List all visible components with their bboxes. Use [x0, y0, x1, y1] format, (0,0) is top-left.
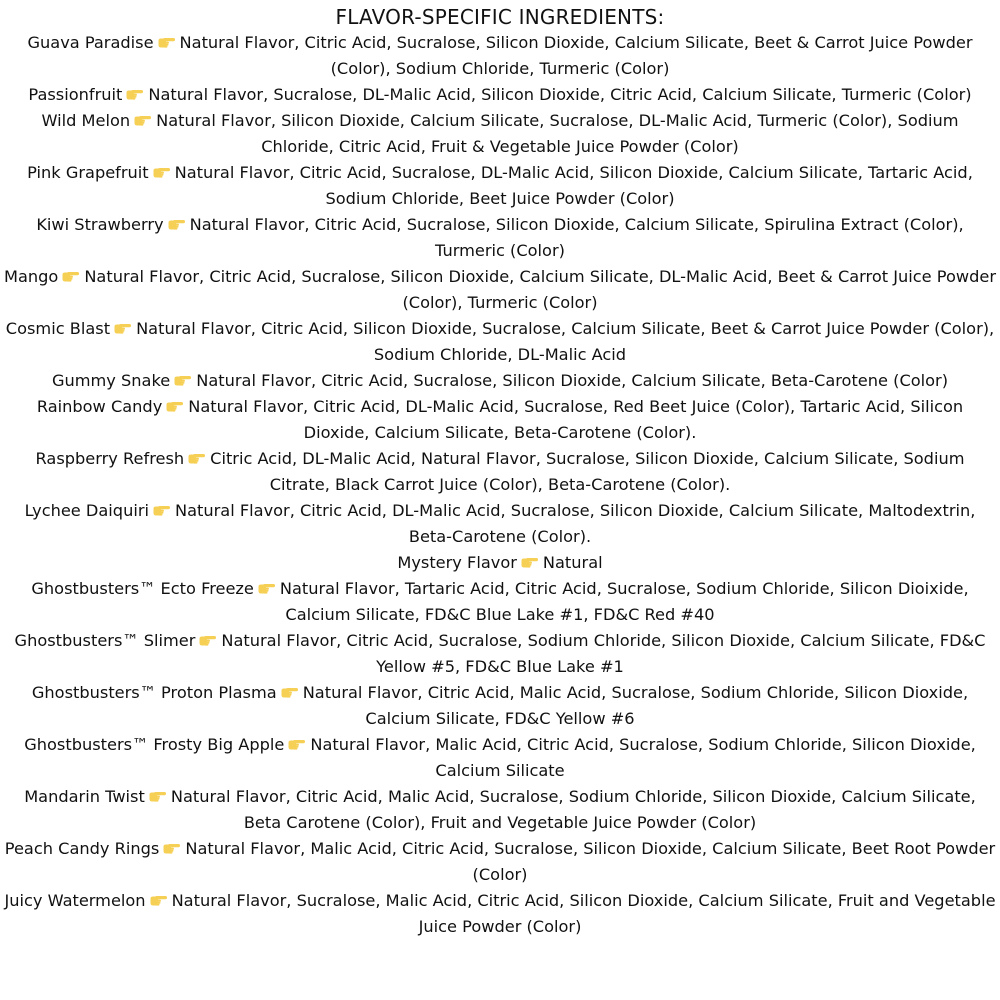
flavor-name: Gummy Snake	[51, 371, 171, 390]
flavor-name: Mandarin Twist	[24, 787, 145, 806]
pointing-right-hand-icon	[61, 269, 80, 283]
flavor-name: Kiwi Strawberry	[36, 215, 164, 234]
pointing-right-hand-icon	[257, 581, 276, 595]
pointing-right-hand-icon	[162, 841, 181, 855]
pointing-right-hand-icon	[165, 399, 184, 413]
flavor-entry	[0, 368, 1000, 394]
flavor-name: Pink Grapefruit	[27, 163, 149, 182]
flavor-name: Mango	[4, 267, 59, 286]
flavor-name: Rainbow Candy	[36, 397, 163, 416]
flavor-entry	[0, 550, 1000, 576]
flavor-name: Lychee Daiquiri	[24, 501, 149, 520]
flavor-entry	[0, 212, 1000, 264]
flavor-entry	[0, 394, 1000, 446]
pointing-right-hand-icon	[125, 87, 144, 101]
flavor-entry	[0, 82, 1000, 108]
pointing-right-hand-icon	[113, 321, 132, 335]
pointing-right-hand-icon	[198, 633, 217, 647]
flavor-ingredients: Natural Flavor, Citric Acid, Sucralose, Sodium Chloride, Silicon Dioxide, Calcium Silicate, FD&C Yellow #5, FD&C Blue Lake #1	[221, 631, 986, 676]
pointing-right-hand-icon	[152, 165, 171, 179]
flavor-name: Cosmic Blast	[5, 319, 111, 338]
flavor-name: Passionfruit	[28, 85, 123, 104]
flavor-ingredients: Natural Flavor, Citric Acid, Sucralose, Silicon Dioxide, Calcium Silicate, Spirulina Extract (Color), Turmeric (Color)	[189, 215, 964, 260]
pointing-right-hand-icon	[149, 893, 168, 907]
flavor-ingredients: Natural Flavor, Citric Acid, Sucralose, Silicon Dioxide, Calcium Silicate, Beet & Carrot Juice Powder (Color), Sodium Chloride, Turmeric (Color)	[179, 33, 973, 78]
flavor-name: Ghostbusters™ Frosty Big Apple	[24, 735, 285, 754]
pointing-right-hand-icon	[133, 113, 152, 127]
flavor-name: Peach Candy Rings	[4, 839, 160, 858]
flavor-name: Guava Paradise	[27, 33, 154, 52]
pointing-right-hand-icon	[167, 217, 186, 231]
flavor-entry	[0, 888, 1000, 940]
pointing-right-hand-icon	[148, 789, 167, 803]
flavor-ingredients: Natural Flavor, Citric Acid, Malic Acid, Sucralose, Sodium Chloride, Silicon Dioxide, Calcium Silicate, Beta Carotene (Color), Fruit and Vegetable Juice Powder (Color)	[170, 787, 976, 832]
flavor-ingredients: Natural Flavor, Citric Acid, Silicon Dioxide, Sucralose, Calcium Silicate, Beet & Carrot Juice Powder (Color), Sodium Chloride, DL-Malic Acid	[136, 319, 995, 364]
flavor-ingredients: Natural Flavor, Citric Acid, Malic Acid, Sucralose, Sodium Chloride, Silicon Dioxide, Calcium Silicate, FD&C Yellow #6	[302, 683, 969, 728]
flavor-name: Wild Melon	[41, 111, 131, 130]
flavor-entry	[0, 628, 1000, 680]
flavor-name: Juicy Watermelon	[4, 891, 146, 910]
pointing-right-hand-icon	[152, 503, 171, 517]
flavor-entry	[0, 316, 1000, 368]
flavor-ingredients: Natural Flavor, Tartaric Acid, Citric Acid, Sucralose, Sodium Chloride, Silicon Dioixide, Calcium Silicate, FD&C Blue Lake #1, FD&C Red #40	[279, 579, 969, 624]
flavor-entry	[0, 836, 1000, 888]
flavor-entry	[0, 108, 1000, 160]
flavor-ingredients: Natural Flavor, Citric Acid, Sucralose, Silicon Dioxide, Calcium Silicate, DL-Malic Acid, Beet & Carrot Juice Powder (Color), Turmeric (Color)	[84, 267, 996, 312]
flavor-name: Ghostbusters™ Proton Plasma	[31, 683, 277, 702]
flavor-ingredients: Natural Flavor, Silicon Dioxide, Calcium Silicate, Sucralose, DL-Malic Acid, Turmeric (Color), Sodium Chloride, Citric Acid, Fruit & Vegetable Juice Powder (Color)	[156, 111, 959, 156]
flavor-ingredients: Natural Flavor, Malic Acid, Citric Acid, Sucralose, Silicon Dioxide, Calcium Silicate, Beet Root Powder (Color)	[185, 839, 996, 884]
flavor-ingredients: Natural Flavor, Citric Acid, DL-Malic Acid, Sucralose, Silicon Dioxide, Calcium Silicate, Maltodextrin, Beta-Carotene (Color).	[174, 501, 976, 546]
pointing-right-hand-icon	[187, 451, 206, 465]
flavor-entry	[0, 446, 1000, 498]
flavor-name: Ghostbusters™ Slimer	[14, 631, 196, 650]
flavor-entry	[0, 784, 1000, 836]
flavor-entry	[0, 498, 1000, 550]
flavor-ingredients: Natural Flavor, Citric Acid, DL-Malic Acid, Sucralose, Red Beet Juice (Color), Tartaric Acid, Silicon Dioxide, Calcium Silicate, Beta-Carotene (Color).	[188, 397, 964, 442]
flavor-entry	[0, 30, 1000, 82]
flavor-list	[0, 30, 1000, 940]
flavor-entry	[0, 160, 1000, 212]
pointing-right-hand-icon	[287, 737, 306, 751]
pointing-right-hand-icon	[173, 373, 192, 387]
flavor-ingredients: Natural Flavor, Citric Acid, Sucralose, DL-Malic Acid, Silicon Dioxide, Calcium Silicate, Tartaric Acid, Sodium Chloride, Beet Juice Powder (Color)	[174, 163, 973, 208]
flavor-entry	[0, 576, 1000, 628]
flavor-name: Mystery Flavor	[397, 553, 517, 572]
pointing-right-hand-icon	[280, 685, 299, 699]
flavor-ingredients: Natural Flavor, Malic Acid, Citric Acid, Sucralose, Sodium Chloride, Silicon Dioxide, Calcium Silicate	[310, 735, 976, 780]
page-title: FLAVOR-SPECIFIC INGREDIENTS:	[335, 5, 665, 29]
flavor-ingredients: Natural Flavor, Citric Acid, Sucralose, Silicon Dioxide, Calcium Silicate, Beta-Carotene (Color)	[196, 371, 949, 390]
flavor-entry	[0, 264, 1000, 316]
flavor-entry	[0, 732, 1000, 784]
flavor-ingredients: Citric Acid, DL-Malic Acid, Natural Flavor, Sucralose, Silicon Dioxide, Calcium Silicate, Sodium Citrate, Black Carrot Juice (Color), Beta-Carotene (Color).	[210, 449, 965, 494]
flavor-ingredients: Natural Flavor, Sucralose, Malic Acid, Citric Acid, Silicon Dioxide, Calcium Silicate, Fruit and Vegetable Juice Powder (Color)	[171, 891, 996, 936]
flavor-ingredients: Natural Flavor, Sucralose, DL-Malic Acid, Silicon Dioxide, Citric Acid, Calcium Silicate, Turmeric (Color)	[148, 85, 972, 104]
pointing-right-hand-icon	[520, 555, 539, 569]
flavor-entry	[0, 680, 1000, 732]
flavor-name: Raspberry Refresh	[35, 449, 185, 468]
flavor-name: Ghostbusters™ Ecto Freeze	[31, 579, 254, 598]
pointing-right-hand-icon	[157, 35, 176, 49]
flavor-ingredients: Natural	[542, 553, 603, 572]
